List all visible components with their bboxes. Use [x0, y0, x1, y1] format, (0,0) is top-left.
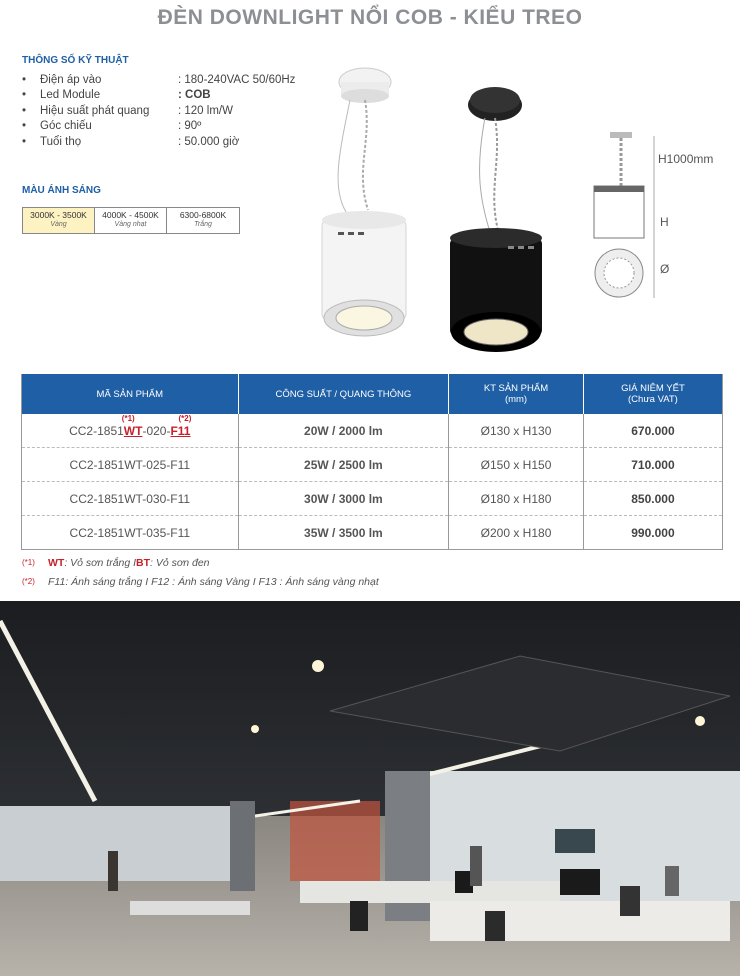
- dim-diameter-label: Ø: [660, 262, 670, 276]
- dim-cable-label: H1000mm: [658, 152, 714, 166]
- product-price: 990.000: [583, 516, 722, 550]
- product-power: 20W / 2000 lm: [238, 414, 449, 448]
- swatch-cool: 6300-6800K Trắng: [167, 208, 239, 233]
- spec-row: • Led Module : COB: [22, 89, 211, 102]
- spec-row: • Tuổi thọ : 50.000 giờ: [22, 135, 240, 148]
- white-lamp-image: [322, 68, 406, 336]
- table-row: [22, 448, 723, 482]
- light-color-swatches: [22, 207, 240, 234]
- product-image: [300, 60, 570, 360]
- specs-list: [22, 72, 295, 150]
- footnote-2: (*2) F11: Ánh sáng trắng I F12 : Ánh sáng Vàng I F13 : Ánh sáng vàng nhạt: [22, 575, 379, 588]
- product-power: 25W / 2500 lm: [238, 448, 449, 482]
- col-power: CÔNG SUẤT / QUANG THÔNG: [238, 374, 449, 414]
- spec-value: : 180-240VAC 50/60Hz: [178, 73, 296, 86]
- spec-label: Led Module: [40, 89, 101, 102]
- product-price: 670.000: [583, 414, 722, 448]
- product-size: Ø150 x H150: [449, 448, 584, 482]
- footnotes: [22, 553, 379, 591]
- spec-value: : COB: [178, 89, 211, 102]
- spec-label: Hiệu suất phát quang: [40, 104, 150, 117]
- product-size: Ø180 x H180: [449, 482, 584, 516]
- light-color-heading: MÀU ÁNH SÁNG: [22, 185, 101, 196]
- col-size: KT SẢN PHẨM (mm): [449, 374, 584, 414]
- product-price: 710.000: [583, 448, 722, 482]
- table-row: [22, 516, 723, 550]
- specs-heading: THÔNG SỐ KỸ THUẬT: [22, 55, 129, 66]
- office-photo: [0, 601, 740, 976]
- spec-value: : 50.000 giờ: [178, 135, 240, 148]
- spec-row: • Hiệu suất phát quang : 120 lm/W: [22, 104, 233, 117]
- dim-height-label: H: [660, 215, 669, 229]
- swatch-warm: 3000K - 3500K Vàng: [23, 208, 95, 233]
- swatch-neutral: 4000K - 4500K Vàng nhạt: [95, 208, 167, 233]
- product-code: CC2-1851 (*1) WT-020- (*2) F11: [22, 414, 239, 448]
- col-price: GIÁ NIÊM YẾT (Chưa VAT): [583, 374, 722, 414]
- black-lamp-image: [450, 87, 542, 352]
- product-table: [21, 374, 723, 550]
- page-title: ĐÈN DOWNLIGHT NỔI COB - KIỂU TREO: [157, 6, 583, 29]
- table-row: [22, 414, 723, 448]
- spec-row: • Điện áp vào : 180-240VAC 50/60Hz: [22, 73, 296, 86]
- spec-label: Điện áp vào: [40, 73, 102, 86]
- footnote-1: (*1) WT : Vỏ sơn trắng I BT : Vỏ sơn đen: [22, 556, 210, 569]
- product-code: CC2-1851WT-025-F11: [22, 448, 239, 482]
- product-power: 30W / 3000 lm: [238, 482, 449, 516]
- dimension-drawing: [580, 128, 660, 303]
- table-row: [22, 482, 723, 516]
- spec-row: • Góc chiếu : 90º: [22, 120, 202, 133]
- table-header: [22, 374, 723, 414]
- product-power: 35W / 3500 lm: [238, 516, 449, 550]
- product-price: 850.000: [583, 482, 722, 516]
- col-code: MÃ SẢN PHẨM: [22, 374, 239, 414]
- spec-value: : 120 lm/W: [178, 104, 233, 117]
- spec-value: : 90º: [178, 120, 202, 133]
- product-size: Ø130 x H130: [449, 414, 584, 448]
- product-code: CC2-1851WT-030-F11: [22, 482, 239, 516]
- spec-label: Tuổi thọ: [40, 135, 82, 148]
- product-size: Ø200 x H180: [449, 516, 584, 550]
- spec-label: Góc chiếu: [40, 120, 92, 133]
- product-code: CC2-1851WT-035-F11: [22, 516, 239, 550]
